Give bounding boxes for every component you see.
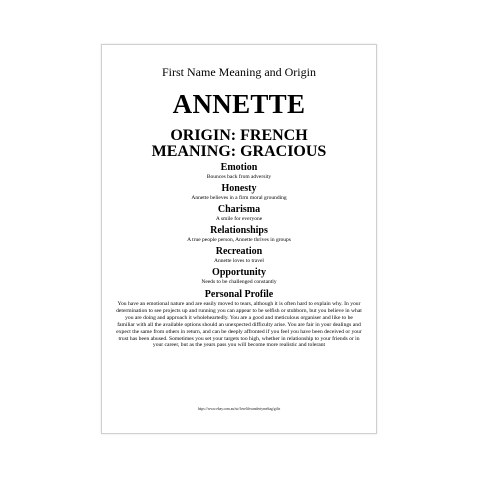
meaning-heading: MEANING: GRACIOUS <box>151 143 327 160</box>
trait-item-emotion <box>102 162 376 183</box>
trait-title: Charisma <box>217 204 261 215</box>
trait-title: Honesty <box>221 183 257 194</box>
origin-heading: ORIGIN: FRENCH <box>170 127 308 144</box>
document-page <box>101 44 377 434</box>
trait-description: A smile for everyone <box>215 216 263 222</box>
footer-url: https://www.ebay.com.au/str/lovelifecanderiymeltag/gifts <box>197 407 281 411</box>
trait-item-honesty <box>102 183 376 204</box>
trait-item-charisma <box>102 204 376 225</box>
trait-description: Needs to be challenged constantly <box>201 279 277 285</box>
traits-list <box>102 162 376 288</box>
trait-item-opportunity <box>102 267 376 288</box>
trait-description: Bounces back from adversity <box>206 174 272 180</box>
trait-title: Recreation <box>215 246 263 257</box>
trait-title: Emotion <box>220 162 258 173</box>
trait-description: Annette believes in a firm moral grounding <box>191 195 287 201</box>
trait-title: Relationships <box>210 225 268 236</box>
trait-item-recreation <box>102 246 376 267</box>
trait-description: A true people person, Annette thrives in groups <box>187 237 291 243</box>
trait-item-relationships <box>102 225 376 246</box>
trait-title: Opportunity <box>212 267 266 278</box>
profile-paragraph: You have an emotional nature and are easily moved to tears, although it is often hard to explain why. In your determination to see projects up and running you can appear to be selfish or stubborn, but you believe in what you are doing and approach it wholeheartedly. You are a good and meticulous organiser and like to be familiar with all the available options should an unexpected difficulty arise. You are fair in your dealings and expect the same from others in return, and can be deeply affronted if you feel you have been deceived or your trust has been abused. Sometimes you set your targets too high, whether in relationship to your friends or in your career, but as the years pass you will become more realistic and tolerant <box>116 301 362 349</box>
profile-heading: Personal Profile <box>204 289 274 300</box>
trait-description: Annette loves to travel <box>214 258 264 264</box>
page-title-name: ANNETTE <box>172 89 306 119</box>
page-subtitle: First Name Meaning and Origin <box>162 65 316 79</box>
